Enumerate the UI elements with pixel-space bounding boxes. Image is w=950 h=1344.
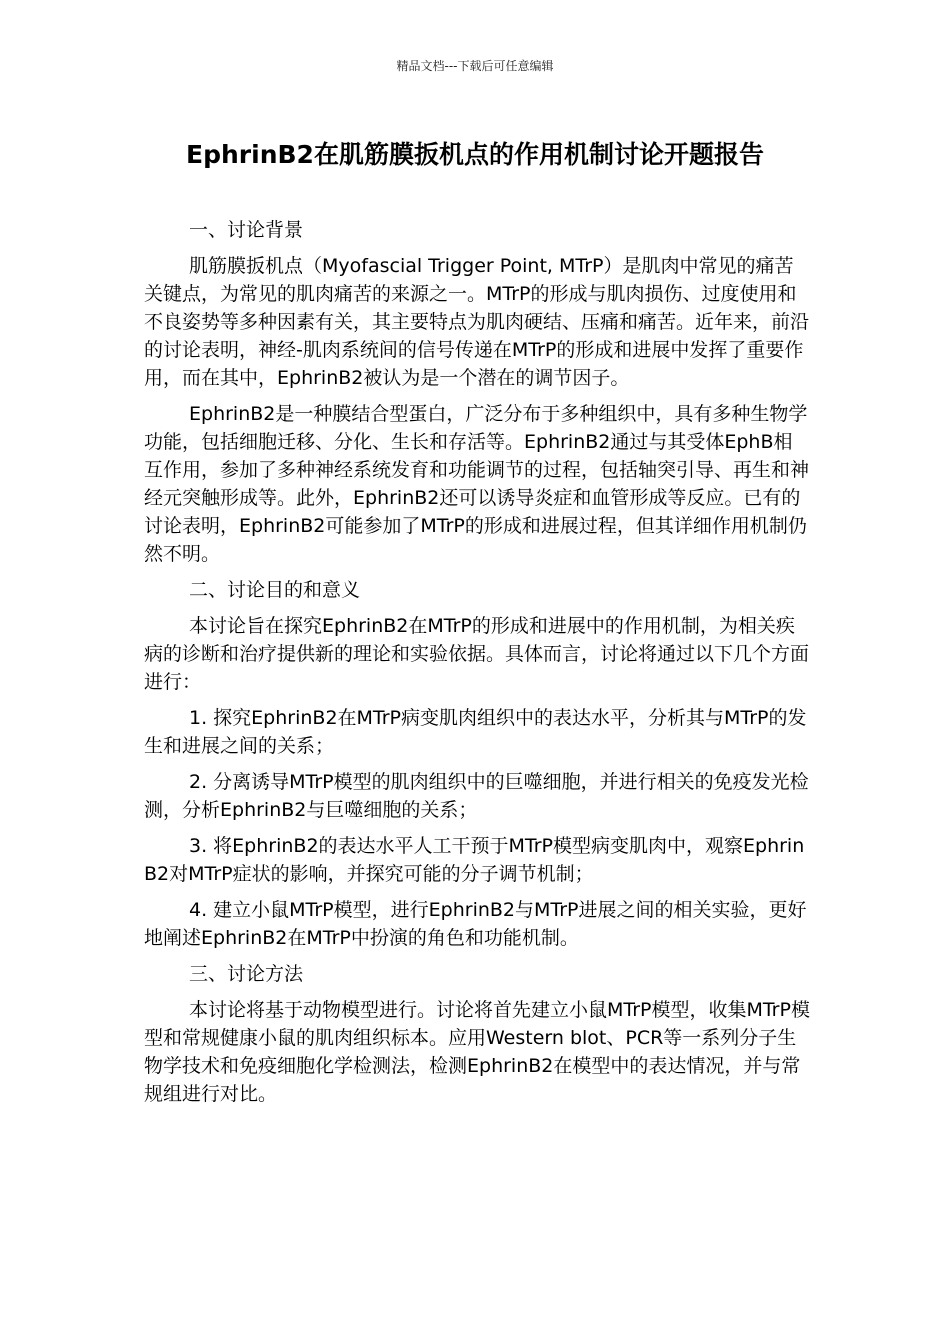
purpose-item-1: 1. 探究EphrinB2在MTrP病变肌肉组织中的表达水平，分析其与MTrP的发生和进展之间的关系； bbox=[144, 707, 807, 757]
document-body bbox=[144, 216, 810, 1116]
section-heading-purpose: 二、讨论目的和意义 bbox=[189, 579, 361, 601]
purpose-item-3: 3. 将EphrinB2的表达水平人工干预于MTrP模型病变肌肉中，观察EphrinB2对MTrP症状的影响，并探究可能的分子调节机制； bbox=[144, 835, 805, 885]
purpose-item-4: 4. 建立小鼠MTrP模型，进行EphrinB2与MTrP进展之间的相关实验，更好地阐述EphrinB2在MTrP中扮演的角色和功能机制。 bbox=[144, 899, 807, 949]
background-paragraph-2: EphrinB2是一种膜结合型蛋白，广泛分布于多种组织中，具有多种生物学功能，包括细胞迁移、分化、生长和存活等。EphrinB2通过与其受体EphB相互作用，参加了多种神经系统发育和功能调节的过程，包括轴突引导、再生和神经元突触形成等。此外，EphrinB2还可以诱导炎症和血管形成等反应。已有的讨论表明，EphrinB2可能参加了MTrP的形成和进展过程，但其详细作用机制仍然不明。 bbox=[144, 403, 810, 565]
section-heading-methods: 三、讨论方法 bbox=[189, 963, 304, 985]
document-title: EphrinB2在肌筋膜扳机点的作用机制讨论开题报告 bbox=[186, 140, 764, 169]
background-paragraph-1: 肌筋膜扳机点（Myofascial Trigger Point, MTrP）是肌肉中常见的痛苦关键点，为常见的肌肉痛苦的来源之一。MTrP的形成与肌肉损伤、过度使用和不良姿势等多种因素有关，其主要特点为肌肉硬结、压痛和痛苦。近年来，前沿的讨论表明，神经-肌肉系统间的信号传递在MTrP的形成和进展中发挥了重要作用，而在其中，EphrinB2被认为是一个潜在的调节因子。 bbox=[144, 255, 810, 389]
methods-paragraph-1: 本讨论将基于动物模型进行。讨论将首先建立小鼠MTrP模型，收集MTrP模型和常规健康小鼠的肌肉组织标本。应用Western blot、PCR等一系列分子生物学技术和免疫细胞化学检测法，检测EphrinB2在模型中的表达情况，并与常规组进行对比。 bbox=[144, 999, 810, 1105]
header-note: 精品文档---下载后可任意编辑 bbox=[396, 59, 554, 73]
purpose-intro: 本讨论旨在探究EphrinB2在MTrP的形成和进展中的作用机制，为相关疾病的诊断和治疗提供新的理论和实验依据。具体而言，讨论将通过以下几个方面进行： bbox=[144, 615, 810, 693]
section-heading-background: 一、讨论背景 bbox=[189, 219, 304, 241]
purpose-item-2: 2. 分离诱导MTrP模型的肌肉组织中的巨噬细胞，并进行相关的免疫发光检测，分析EphrinB2与巨噬细胞的关系； bbox=[144, 771, 809, 821]
